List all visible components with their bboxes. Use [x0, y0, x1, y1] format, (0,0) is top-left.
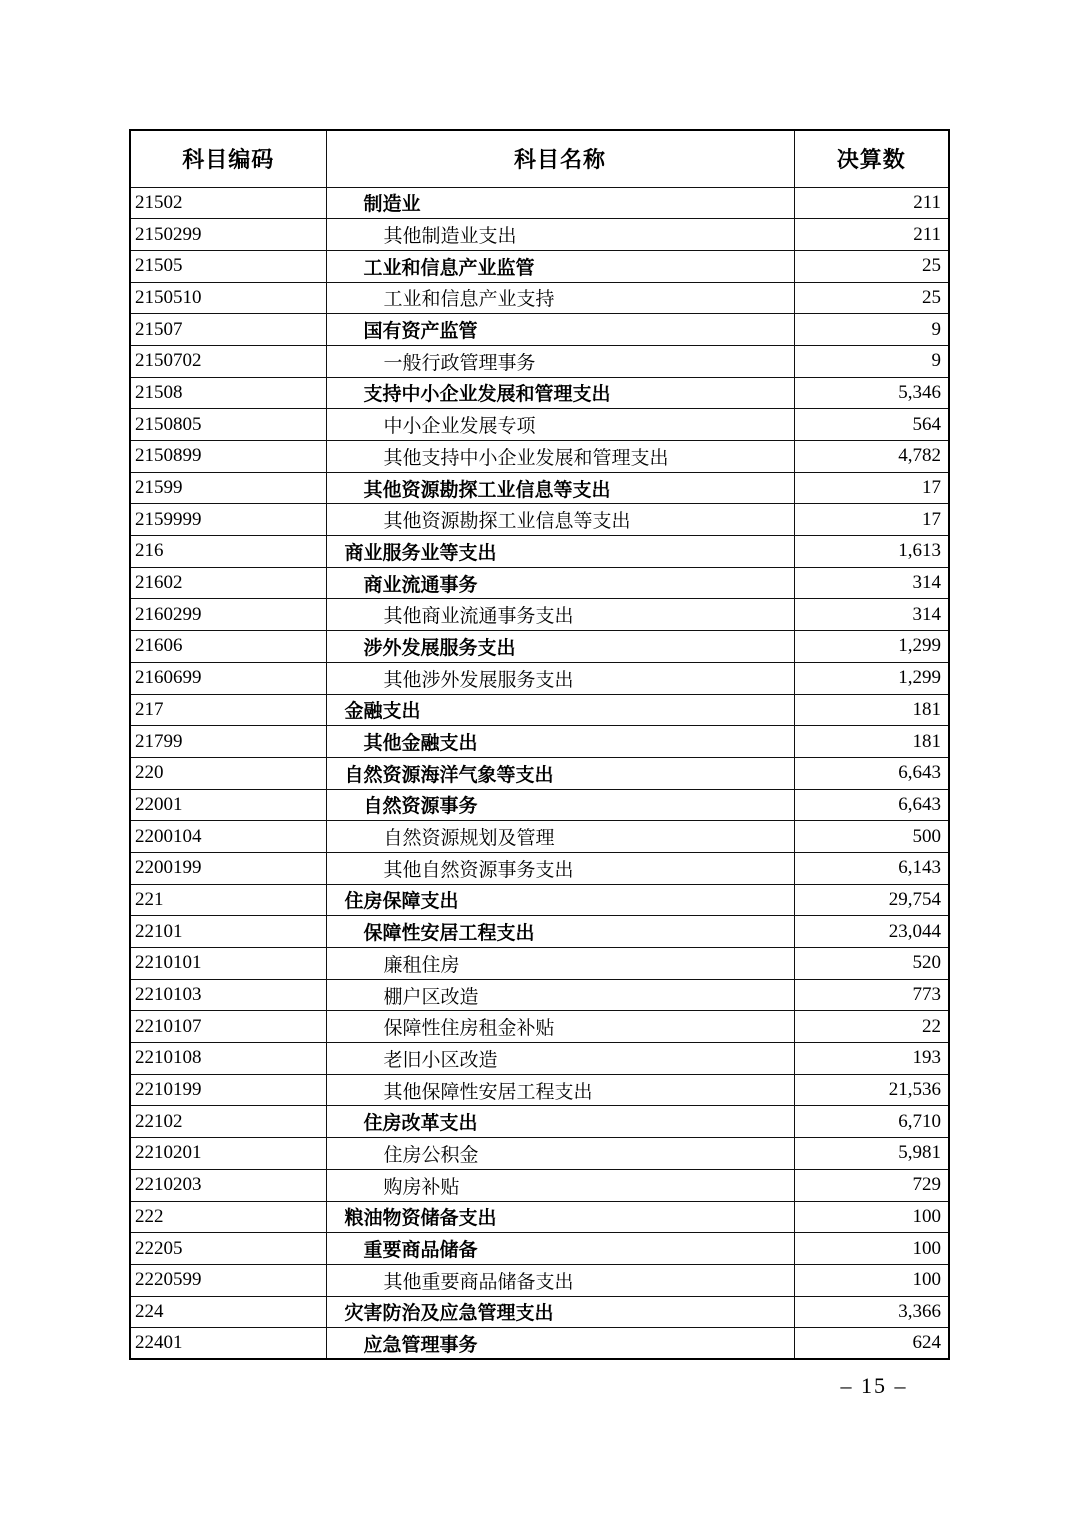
subject-code-cell: 2160699 [130, 662, 326, 694]
subject-name-cell: 商业流通事务 [326, 567, 794, 599]
subject-code-cell: 22205 [130, 1233, 326, 1265]
subject-code-cell: 2210201 [130, 1138, 326, 1170]
table-row [130, 662, 949, 694]
table-row [130, 599, 949, 631]
subject-code-cell: 21799 [130, 726, 326, 758]
subject-code-cell: 2210108 [130, 1043, 326, 1075]
subject-name-cell: 灾害防治及应急管理支出 [326, 1296, 794, 1328]
final-amount-cell: 314 [794, 567, 949, 599]
final-amount-cell: 729 [794, 1169, 949, 1201]
table-row [130, 377, 949, 409]
subject-code-cell: 21508 [130, 377, 326, 409]
subject-code-cell: 2160299 [130, 599, 326, 631]
final-amount-cell: 314 [794, 599, 949, 631]
table-row [130, 441, 949, 473]
subject-name-cell: 其他制造业支出 [326, 219, 794, 251]
header-final-amount: 决算数 [794, 130, 949, 187]
final-amount-cell: 6,143 [794, 852, 949, 884]
table-row [130, 1106, 949, 1138]
table-row [130, 1328, 949, 1360]
subject-code-cell: 2150805 [130, 409, 326, 441]
subject-name-cell: 棚户区改造 [326, 979, 794, 1011]
table-row [130, 250, 949, 282]
final-amount-cell: 1,299 [794, 662, 949, 694]
subject-name-cell: 重要商品储备 [326, 1233, 794, 1265]
subject-name-cell: 工业和信息产业支持 [326, 282, 794, 314]
table-row [130, 1201, 949, 1233]
subject-code-cell: 2150702 [130, 345, 326, 377]
subject-code-cell: 22101 [130, 916, 326, 948]
subject-code-cell: 21507 [130, 314, 326, 346]
table-row [130, 1169, 949, 1201]
final-amount-cell: 9 [794, 314, 949, 346]
final-amount-cell: 181 [794, 726, 949, 758]
table-row [130, 916, 949, 948]
subject-name-cell: 自然资源规划及管理 [326, 821, 794, 853]
final-amount-cell: 9 [794, 345, 949, 377]
subject-name-cell: 一般行政管理事务 [326, 345, 794, 377]
subject-code-cell: 2150899 [130, 441, 326, 473]
table-row [130, 282, 949, 314]
subject-name-cell: 其他重要商品储备支出 [326, 1264, 794, 1296]
subject-code-cell: 22102 [130, 1106, 326, 1138]
subject-code-cell: 2210199 [130, 1074, 326, 1106]
table-row [130, 821, 949, 853]
subject-code-cell: 21502 [130, 187, 326, 219]
subject-name-cell: 自然资源海洋气象等支出 [326, 757, 794, 789]
subject-name-cell: 其他支持中小企业发展和管理支出 [326, 441, 794, 473]
final-amount-cell: 100 [794, 1264, 949, 1296]
table-row [130, 1011, 949, 1043]
final-amount-cell: 100 [794, 1201, 949, 1233]
final-amount-cell: 1,299 [794, 631, 949, 663]
subject-code-cell: 21599 [130, 472, 326, 504]
header-subject-name: 科目名称 [326, 130, 794, 187]
subject-code-cell: 21505 [130, 250, 326, 282]
table-row [130, 187, 949, 219]
table-row [130, 1233, 949, 1265]
subject-name-cell: 住房改革支出 [326, 1106, 794, 1138]
final-amount-cell: 17 [794, 504, 949, 536]
subject-code-cell: 224 [130, 1296, 326, 1328]
subject-name-cell: 其他涉外发展服务支出 [326, 662, 794, 694]
final-amount-cell: 773 [794, 979, 949, 1011]
header-subject-code: 科目编码 [130, 130, 326, 187]
final-amount-cell: 500 [794, 821, 949, 853]
final-amount-cell: 4,782 [794, 441, 949, 473]
subject-name-cell: 保障性安居工程支出 [326, 916, 794, 948]
subject-name-cell: 其他保障性安居工程支出 [326, 1074, 794, 1106]
subject-code-cell: 2210101 [130, 948, 326, 980]
subject-code-cell: 221 [130, 884, 326, 916]
table-row [130, 694, 949, 726]
table-row [130, 852, 949, 884]
subject-code-cell: 2200104 [130, 821, 326, 853]
subject-name-cell: 其他资源勘探工业信息等支出 [326, 472, 794, 504]
subject-name-cell: 住房保障支出 [326, 884, 794, 916]
final-amount-cell: 193 [794, 1043, 949, 1075]
subject-name-cell: 自然资源事务 [326, 789, 794, 821]
table-row [130, 345, 949, 377]
table-row [130, 1296, 949, 1328]
subject-name-cell: 制造业 [326, 187, 794, 219]
final-amount-cell: 6,710 [794, 1106, 949, 1138]
subject-name-cell: 其他自然资源事务支出 [326, 852, 794, 884]
subject-name-cell: 粮油物资储备支出 [326, 1201, 794, 1233]
subject-code-cell: 22001 [130, 789, 326, 821]
table-row [130, 504, 949, 536]
final-amount-cell: 211 [794, 219, 949, 251]
subject-name-cell: 涉外发展服务支出 [326, 631, 794, 663]
subject-name-cell: 其他商业流通事务支出 [326, 599, 794, 631]
table-row [130, 536, 949, 568]
subject-code-cell: 2150299 [130, 219, 326, 251]
final-amount-cell: 520 [794, 948, 949, 980]
final-amount-cell: 22 [794, 1011, 949, 1043]
subject-name-cell: 其他金融支出 [326, 726, 794, 758]
final-amount-cell: 624 [794, 1328, 949, 1360]
subject-code-cell: 21606 [130, 631, 326, 663]
table-row [130, 726, 949, 758]
table-row [130, 948, 949, 980]
subject-code-cell: 2210103 [130, 979, 326, 1011]
final-amount-cell: 1,613 [794, 536, 949, 568]
final-amount-cell: 25 [794, 282, 949, 314]
subject-code-cell: 21602 [130, 567, 326, 599]
table-row [130, 1043, 949, 1075]
final-amount-cell: 3,366 [794, 1296, 949, 1328]
table-row [130, 219, 949, 251]
subject-code-cell: 2159999 [130, 504, 326, 536]
table-row [130, 884, 949, 916]
subject-name-cell: 保障性住房租金补贴 [326, 1011, 794, 1043]
table-header-row [130, 130, 949, 187]
table-row [130, 409, 949, 441]
final-amount-cell: 564 [794, 409, 949, 441]
table-row [130, 631, 949, 663]
final-amount-cell: 211 [794, 187, 949, 219]
subject-name-cell: 中小企业发展专项 [326, 409, 794, 441]
final-amount-cell: 100 [794, 1233, 949, 1265]
table-row [130, 789, 949, 821]
subject-code-cell: 22401 [130, 1328, 326, 1360]
subject-code-cell: 2150510 [130, 282, 326, 314]
subject-code-cell: 2200199 [130, 852, 326, 884]
subject-name-cell: 金融支出 [326, 694, 794, 726]
table-row [130, 757, 949, 789]
subject-name-cell: 购房补贴 [326, 1169, 794, 1201]
subject-code-cell: 217 [130, 694, 326, 726]
final-amount-cell: 6,643 [794, 757, 949, 789]
subject-code-cell: 220 [130, 757, 326, 789]
final-amount-cell: 17 [794, 472, 949, 504]
table-row [130, 1264, 949, 1296]
subject-name-cell: 工业和信息产业监管 [326, 250, 794, 282]
subject-name-cell: 商业服务业等支出 [326, 536, 794, 568]
subject-code-cell: 216 [130, 536, 326, 568]
final-accounts-table [129, 129, 950, 1360]
subject-name-cell: 廉租住房 [326, 948, 794, 980]
subject-name-cell: 国有资产监管 [326, 314, 794, 346]
table-row [130, 1138, 949, 1170]
final-amount-cell: 21,536 [794, 1074, 949, 1106]
subject-name-cell: 其他资源勘探工业信息等支出 [326, 504, 794, 536]
final-amount-cell: 23,044 [794, 916, 949, 948]
subject-name-cell: 住房公积金 [326, 1138, 794, 1170]
final-amount-cell: 29,754 [794, 884, 949, 916]
table-row [130, 567, 949, 599]
final-amount-cell: 6,643 [794, 789, 949, 821]
table-row [130, 1074, 949, 1106]
table-row [130, 979, 949, 1011]
table-row [130, 314, 949, 346]
subject-code-cell: 2210203 [130, 1169, 326, 1201]
subject-name-cell: 应急管理事务 [326, 1328, 794, 1360]
final-amount-cell: 181 [794, 694, 949, 726]
final-amount-cell: 5,981 [794, 1138, 949, 1170]
table-body [130, 187, 949, 1359]
subject-name-cell: 支持中小企业发展和管理支出 [326, 377, 794, 409]
page-number: – 15 – [840, 1373, 908, 1398]
final-amount-cell: 5,346 [794, 377, 949, 409]
subject-name-cell: 老旧小区改造 [326, 1043, 794, 1075]
table-row [130, 472, 949, 504]
final-amount-cell: 25 [794, 250, 949, 282]
subject-code-cell: 2220599 [130, 1264, 326, 1296]
subject-code-cell: 2210107 [130, 1011, 326, 1043]
subject-code-cell: 222 [130, 1201, 326, 1233]
